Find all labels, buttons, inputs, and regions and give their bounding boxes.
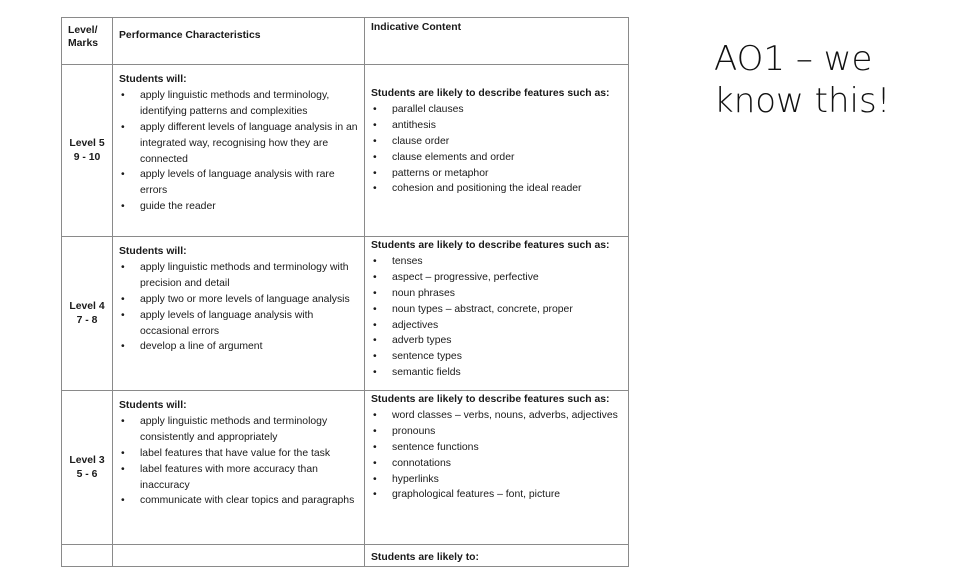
list-item: • label features with more accuracy than inaccuracy [119, 462, 358, 494]
mark-scheme-table [61, 17, 628, 563]
indicative-cell [365, 65, 629, 237]
performance-list [119, 88, 358, 215]
marks-label: 5 - 6 [76, 468, 98, 480]
slide-title: AO1 – we know this! [714, 39, 891, 121]
list-item: • noun types – abstract, concrete, proper [371, 302, 622, 318]
performance-cell [113, 237, 365, 391]
performance-lead: Students will: [119, 74, 187, 85]
indicative-list [371, 254, 622, 381]
level-cell [62, 65, 113, 237]
list-item: • semantic fields [371, 365, 622, 381]
list-item: • guide the reader [119, 199, 358, 215]
table-header-row [62, 18, 629, 65]
performance-cell [113, 391, 365, 545]
list-item: • connotations [371, 456, 622, 472]
list-item: • apply levels of language analysis with occasional errors [119, 308, 358, 340]
table-row-level-3 [62, 391, 629, 545]
list-item: • sentence types [371, 349, 622, 365]
performance-list [119, 260, 358, 355]
indicative-lead: Students are likely to describe features such as: [371, 240, 610, 251]
list-item: • pronouns [371, 424, 622, 440]
list-item: • label features that have value for the task [119, 446, 358, 462]
performance-lead: Students will: [119, 400, 187, 411]
list-item: • parallel clauses [371, 102, 622, 118]
marks-label: 9 - 10 [73, 151, 101, 163]
header-marks-text: Marks [68, 38, 99, 49]
header-performance: Performance Characteristics [113, 18, 365, 65]
table-row-level-5 [62, 65, 629, 237]
list-item: • clause elements and order [371, 150, 622, 166]
list-item: • communicate with clear topics and paragraphs [119, 493, 358, 509]
list-item: • tenses [371, 254, 622, 270]
list-item: • aspect – progressive, perfective [371, 270, 622, 286]
list-item: • adjectives [371, 318, 622, 334]
list-item: • patterns or metaphor [371, 166, 622, 182]
indicative-lead: Students are likely to describe features such as: [371, 88, 610, 99]
list-item: • clause order [371, 134, 622, 150]
list-item: • apply levels of language analysis with rare errors [119, 167, 358, 199]
list-item: • apply two or more levels of language analysis [119, 292, 358, 308]
list-item: • cohesion and positioning the ideal reader [371, 181, 622, 197]
performance-list [119, 414, 358, 509]
list-item: • adverb types [371, 333, 622, 349]
list-item: • hyperlinks [371, 472, 622, 488]
list-item: • sentence functions [371, 440, 622, 456]
list-item: • apply different levels of language analysis in an integrated way, recognising how they are connected [119, 120, 358, 168]
performance-cell [113, 65, 365, 237]
table-row-level-2 [62, 545, 629, 567]
indicative-list [371, 408, 622, 503]
performance-cell [113, 545, 365, 567]
header-indicative: Indicative Content [365, 18, 629, 65]
marks-label: 7 - 8 [76, 314, 98, 326]
list-item: • graphological features – font, picture [371, 487, 622, 503]
table-row-level-4 [62, 237, 629, 391]
indicative-lead: Students are likely to describe features such as: [371, 394, 610, 405]
level-cell [62, 545, 113, 567]
header-level-text: Level/ [68, 25, 98, 36]
indicative-list [371, 102, 622, 197]
header-level-marks [62, 18, 113, 65]
level-cell [62, 237, 113, 391]
list-item: • develop a line of argument [119, 339, 358, 355]
level-label: Level 3 [69, 454, 105, 466]
list-item: • word classes – verbs, nouns, adverbs, adjectives [371, 408, 622, 424]
list-item: • noun phrases [371, 286, 622, 302]
indicative-cell [365, 545, 629, 567]
level-label: Level 5 [69, 137, 105, 149]
level-label: Level 4 [69, 300, 105, 312]
list-item: • antithesis [371, 118, 622, 134]
performance-lead: Students will: [119, 246, 187, 257]
indicative-cell [365, 237, 629, 391]
list-item: • apply linguistic methods and terminology, identifying patterns and complexities [119, 88, 358, 120]
indicative-lead: Students are likely to: [371, 552, 479, 563]
indicative-cell [365, 391, 629, 545]
level-cell [62, 391, 113, 545]
list-item: • apply linguistic methods and terminology consistently and appropriately [119, 414, 358, 446]
list-item: • apply linguistic methods and terminology with precision and detail [119, 260, 358, 292]
